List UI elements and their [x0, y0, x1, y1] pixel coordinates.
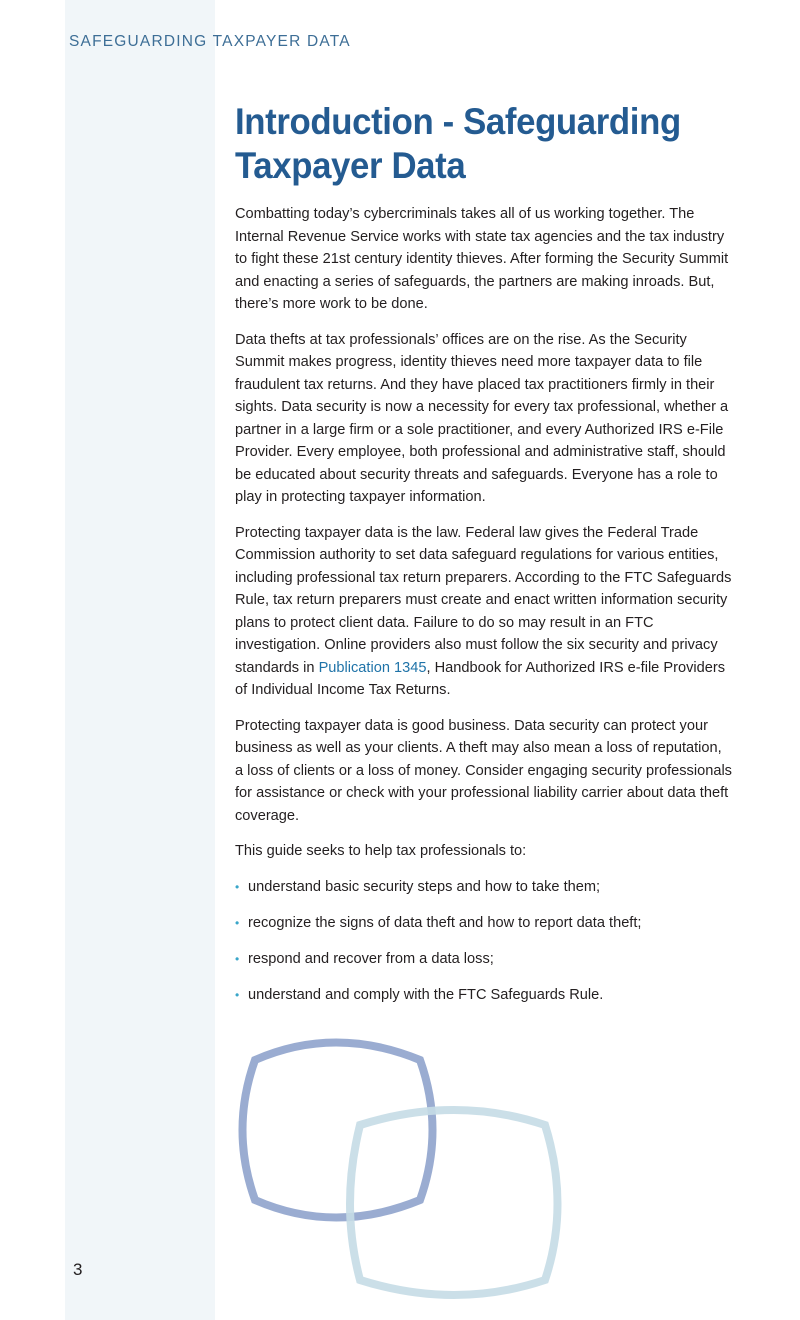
side-band [65, 0, 215, 1320]
running-header: SAFEGUARDING TAXPAYER DATA [69, 33, 351, 50]
list-item [235, 948, 733, 971]
list-item-text: understand basic security steps and how to take them; [248, 878, 601, 895]
list-item-text: respond and recover from a data loss; [248, 950, 494, 967]
guide-intro: This guide seeks to help tax professionals to: [235, 843, 527, 859]
law-paragraph [235, 522, 733, 702]
page-title: Introduction - Safeguarding Taxpayer Data [235, 101, 681, 186]
article [235, 100, 733, 1020]
data-thefts-paragraph: Data thefts at tax professionals’ offices are on the rise. As the Security Summit makes progress, identity thieves need more taxpayer data to file fraudulent tax returns. And they have placed tax practitioners firmly in their sights. Data security is now a necessity for every tax professional, whether a partner in a large firm or a sole practitioner, and every Authorized IRS e-File Provider. Every employee, both professional and administrative staff, should be educated about security threats and safeguards. Everyone has a role to play in protecting taxpayer information. [235, 331, 729, 505]
law-paragraph-text-end: , Handbook for Authorized IRS e-file Providers of Individual Income Tax Returns. [235, 659, 725, 698]
bullet-icon: • [235, 879, 240, 894]
list-item-text: recognize the signs of data theft and how to report data theft; [248, 914, 642, 931]
list-item-text: understand and comply with the FTC Safeguards Rule. [248, 986, 604, 1003]
bullet-icon: • [235, 987, 240, 1002]
list-item [235, 984, 733, 1007]
publication-1345-link[interactable]: Publication 1345 [318, 659, 427, 676]
bullet-icon: • [235, 951, 240, 966]
squircle-dark-shape [243, 1043, 433, 1218]
squircle-light-shape [350, 1110, 558, 1295]
bullet-icon: • [235, 915, 240, 930]
list-item [235, 912, 733, 935]
list-item [235, 876, 733, 899]
bullet-list [235, 876, 733, 1007]
decorative-squircles-graphic [225, 1030, 570, 1305]
page-number: 3 [73, 1260, 83, 1279]
law-paragraph-text: Protecting taxpayer data is the law. Federal law gives the Federal Trade Commission authority to set data safeguard regulations for various entities, including professional tax return preparers. According to the FTC Safeguards Rule, tax return preparers must create and enact written information security plans to protect client data. Failure to do so may result in an FTC investigation. Online providers also must follow the six security and privacy standards in [235, 524, 732, 676]
business-paragraph: Protecting taxpayer data is good business. Data security can protect your business as well as your clients. A theft may also mean a loss of reputation, a loss of clients or a loss of money. Consider engaging security professionals for assistance or check with your professional liability carrier about data theft coverage. [235, 717, 732, 824]
intro-paragraph: Combatting today’s cybercriminals takes all of us working together. The Internal Revenue Service works with state tax agencies and the tax industry to fight these 21st century identity thieves. After forming the Security Summit and enacting a series of safeguards, the partners are making inroads. But, there’s more work to be done. [235, 206, 729, 312]
